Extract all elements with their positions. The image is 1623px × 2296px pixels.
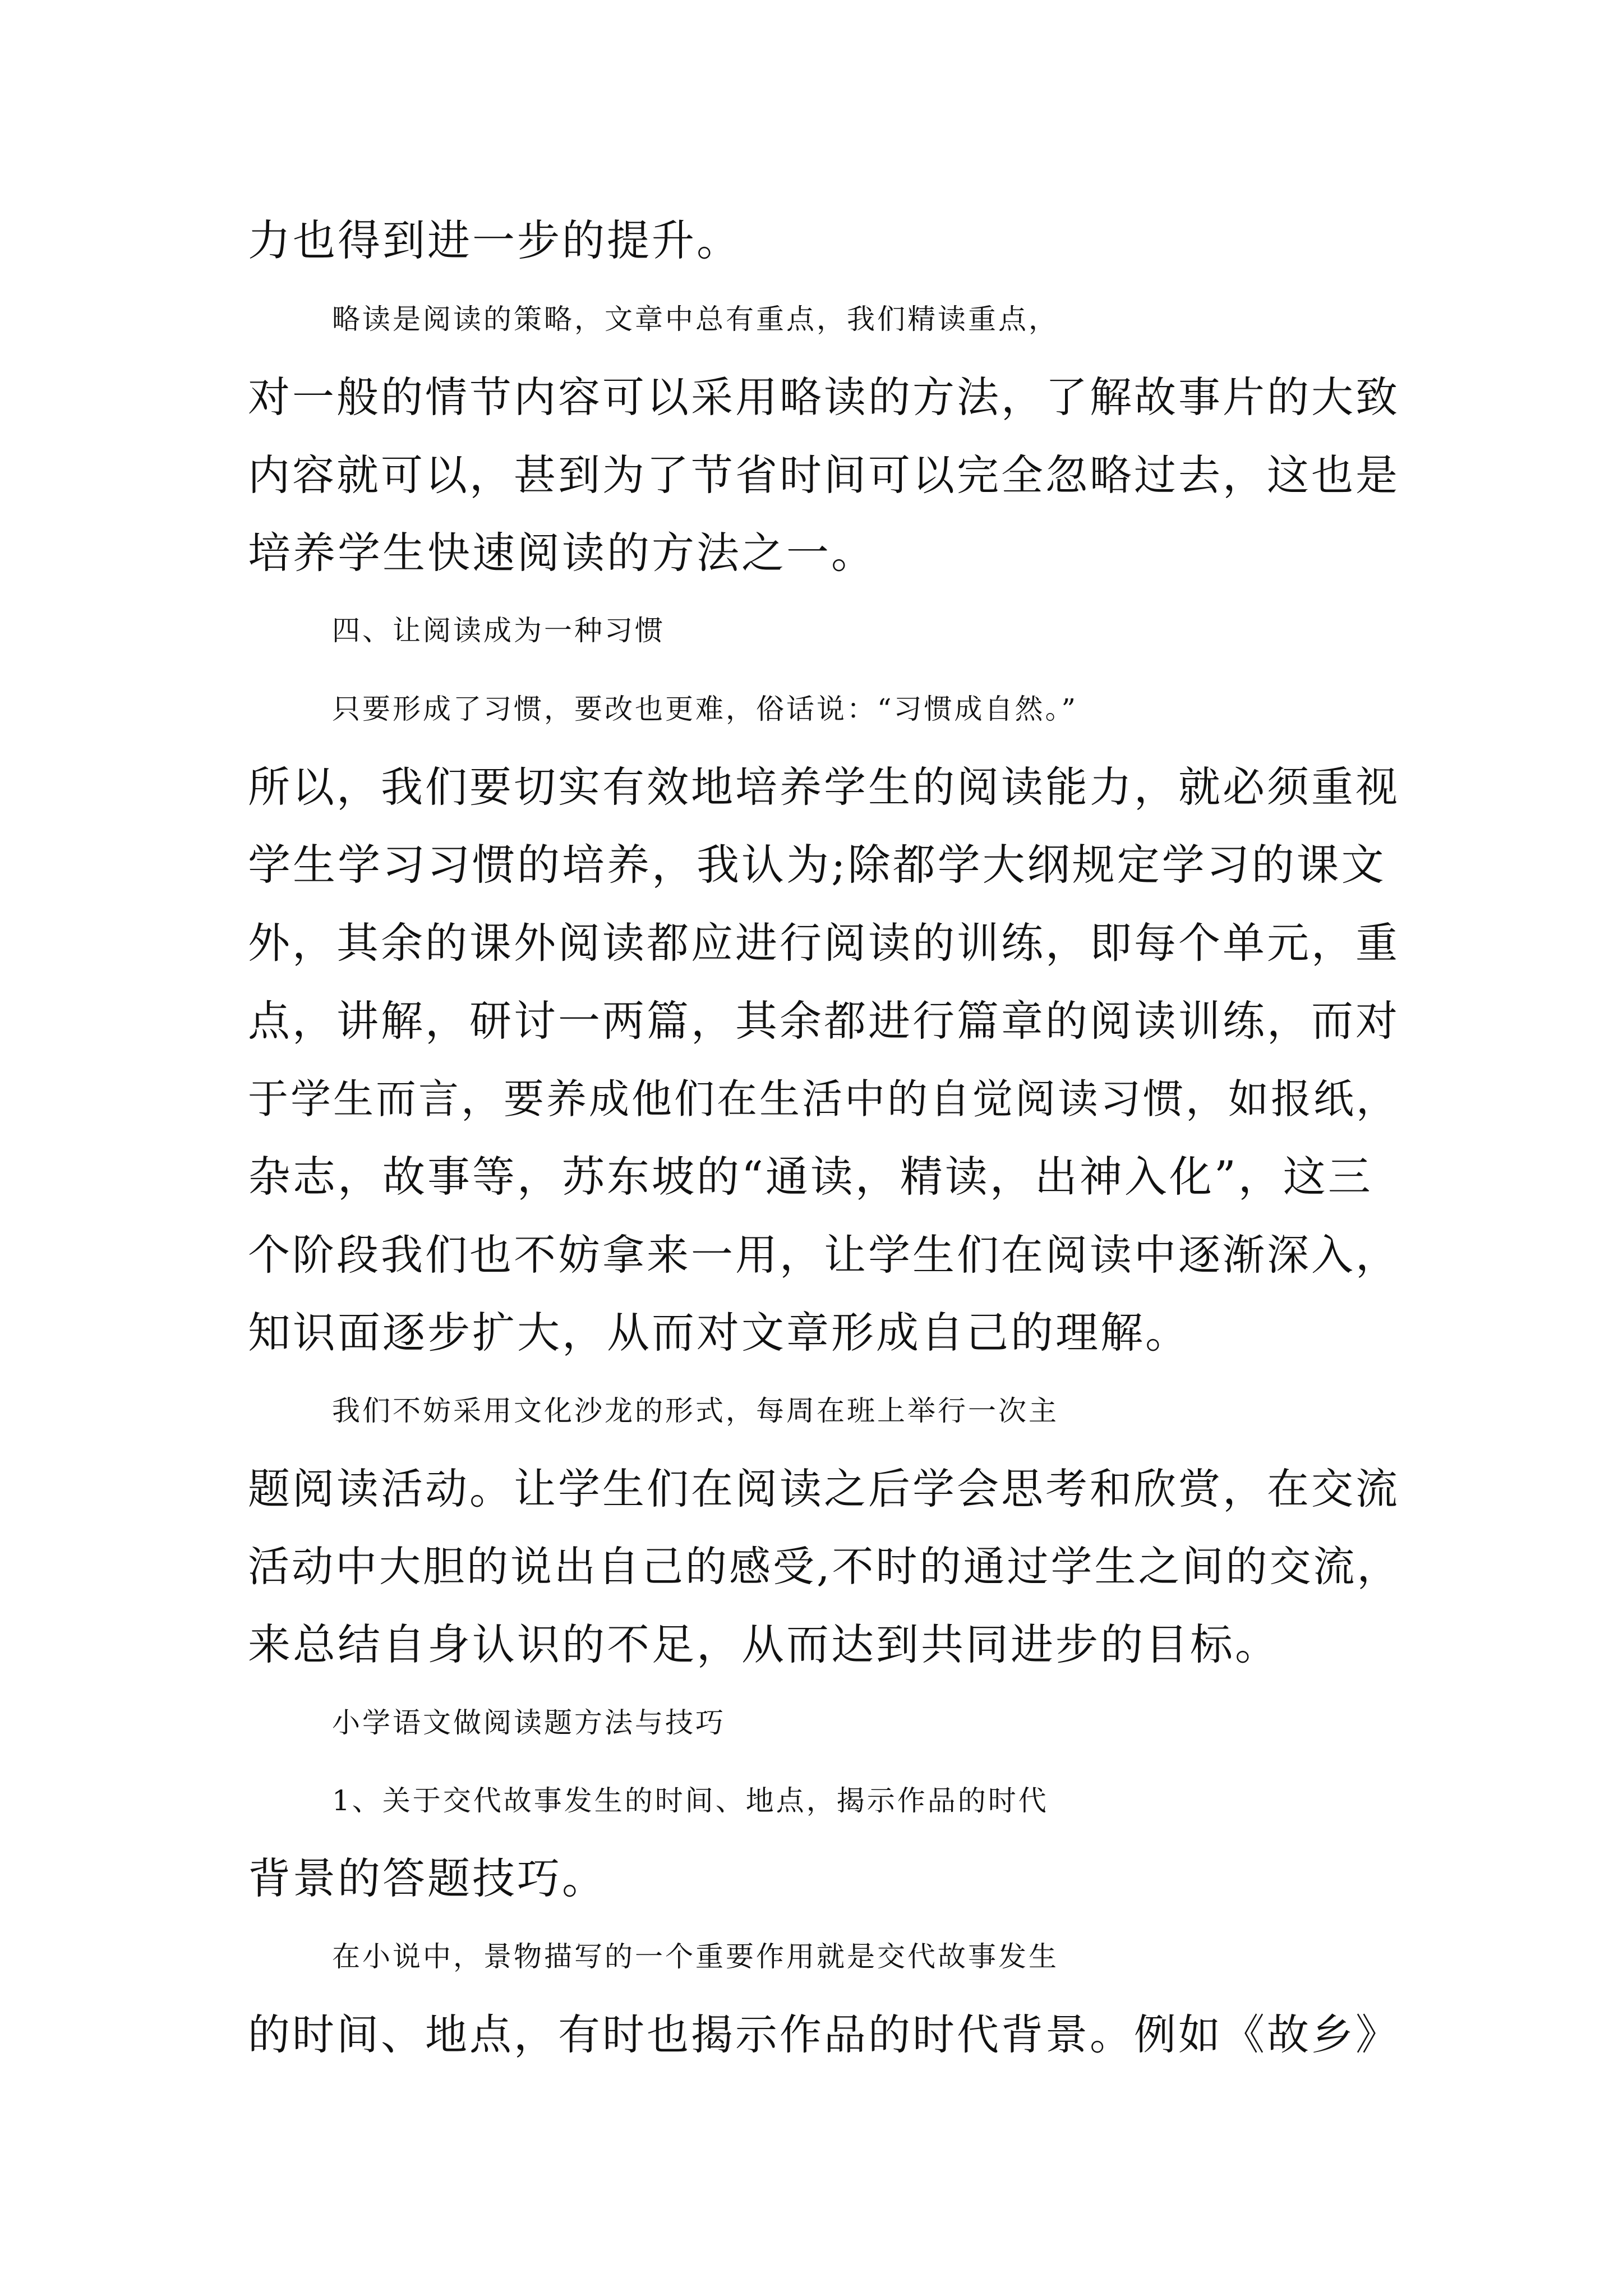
text-line: 学生学习习惯的培养，我认为;除都学大纲规定学习的课文 (248, 840, 1386, 890)
paragraph-start-line: 只要形成了习惯，要改也更难，俗话说：“习惯成自然。” (332, 693, 1078, 725)
section-heading: 小学语文做阅读题方法与技巧 (332, 1706, 726, 1739)
text-line: 个阶段我们也不妨拿来一用，让学生们在阅读中逐渐深入， (248, 1230, 1400, 1280)
text-line: 活动中大胆的说出自己的感受,不时的通过学生之间的交流， (248, 1543, 1401, 1591)
text-line: 对一般的情节内容可以采用略读的方法，了解故事片的大致 (248, 372, 1400, 422)
paragraph-start-line: 在小说中，景物描写的一个重要作用就是交代故事发生 (332, 1940, 1059, 1973)
text-line: 来总结自身认识的不足，从而达到共同进步的目标。 (248, 1619, 1280, 1669)
text-line: 题阅读活动。让学生们在阅读之后学会思考和欣赏，在交流 (248, 1464, 1400, 1513)
text-line: 内容就可以，甚到为了节省时间可以完全忽略过去，这也是 (248, 450, 1400, 500)
section-heading: 四、让阅读成为一种习惯 (332, 614, 665, 647)
text-line: 杂志，故事等，苏东坡的“通读，精读，出神入化”，这三 (248, 1152, 1373, 1202)
paragraph-start-line: 我们不妨采用文化沙龙的形式，每周在班上举行一次主 (332, 1395, 1059, 1427)
text-line: 于学生而言，要养成他们在生活中的自觉阅读习惯，如报纸， (248, 1075, 1399, 1122)
text-line: 外，其余的课外阅读都应进行阅读的训练，即每个单元，重 (248, 918, 1400, 968)
text-line: 所以，我们要切实有效地培养学生的阅读能力，就必须重视 (248, 762, 1400, 812)
text-line: 力也得到进一步的提升。 (248, 215, 741, 265)
paragraph-start-line: 略读是阅读的策略，文章中总有重点，我们精读重点， (332, 303, 1059, 335)
text-line: 的时间、地点，有时也揭示作品的时代背景。例如《故乡》 (248, 2010, 1400, 2059)
text-line: 培养学生快速阅读的方法之一。 (248, 528, 876, 578)
text-line: 背景的答题技巧。 (248, 1853, 607, 1903)
numbered-item-line: 1、关于交代故事发生的时间、地点，揭示作品的时代 (332, 1784, 1049, 1817)
text-line: 点，讲解，研讨一两篇，其余都进行篇章的阅读训练，而对 (248, 996, 1400, 1046)
text-line: 知识面逐步扩大，从而对文章形成自己的理解。 (248, 1308, 1190, 1358)
